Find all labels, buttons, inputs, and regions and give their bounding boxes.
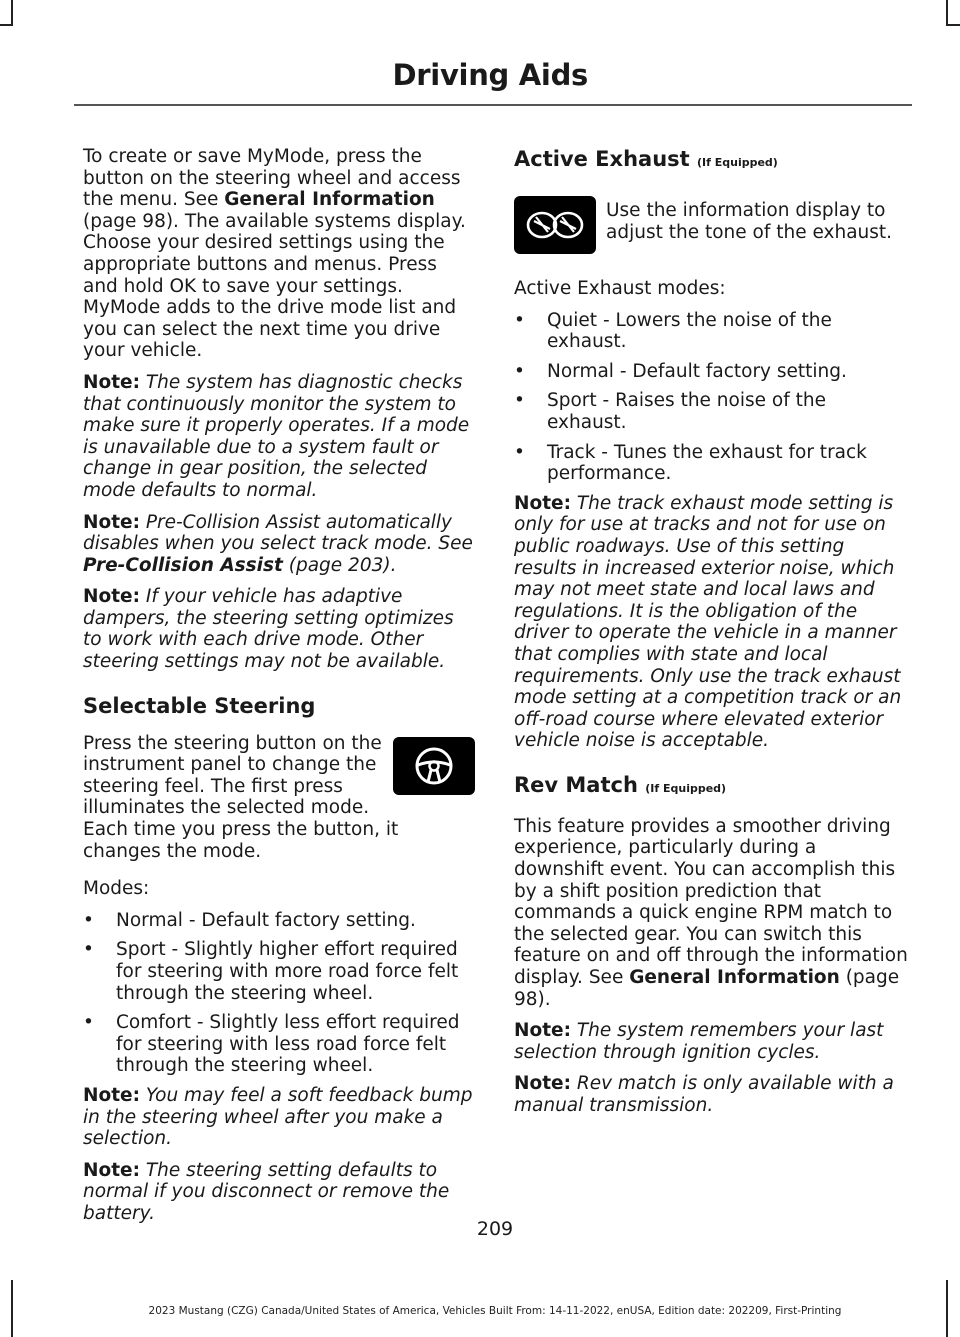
list-item: • Sport - Slightly higher effort required for steering with more road force felt through the steering wheel. [83, 939, 475, 1004]
note-diagnostic: Note: The system has diagnostic checks that continuously monitor the system to make sure it properly operates. If a mode is unavailable due to a system fault or change in gear position, the selected mode defaults to normal. [83, 371, 470, 501]
list-item: • Normal - Default factory setting. [514, 361, 908, 383]
active-exhaust-heading: Active Exhaust (If Equipped) [514, 147, 778, 171]
header-divider [74, 104, 912, 106]
modes-label: Modes: [83, 878, 150, 900]
exhaust-section [514, 192, 908, 258]
left-column [83, 146, 475, 1235]
intro-paragraph: To create or save MyMode, press the button on the steering wheel and access the menu. See General Information (page 98). The available systems display. Choose your desired settings using the appropriate buttons and menus. Press and hold OK to save your settings. MyMode adds to the drive mode list and you can select the next time you drive your vehicle. [83, 146, 466, 362]
rev-match-description: This feature provides a smoother driving experience, particularly during a downshift event. You can accomplish this by a shift position prediction that commands a quick engine RPM match to the selected gear. You can switch this feature on and off through the information display. See General Information (page 98). [514, 815, 908, 1010]
crop-mark [946, 0, 948, 26]
steering-modes-list [83, 910, 475, 1077]
steering-section [83, 733, 475, 863]
rev-match-heading: Rev Match (If Equipped) [514, 772, 727, 797]
note-adaptive-dampers: Note: If your vehicle has adaptive dampers, the steering setting optimizes to work with each drive mode. Other steering settings may not be available. [83, 586, 454, 673]
list-item: • Normal - Default factory setting. [83, 910, 475, 932]
note-pre-collision: Note: Pre-Collision Assist automatically disables when you select track mode. See Pre-Collision Assist (page 203). [83, 511, 473, 576]
note-manual-transmission: Note: Rev match is only available with a manual transmission. [514, 1073, 894, 1116]
list-item: • Comfort - Slightly less effort required for steering with less road force felt through the steering wheel. [83, 1012, 475, 1077]
crop-mark [946, 24, 960, 26]
list-item: • Track - Tunes the exhaust for track performance. [514, 442, 908, 485]
pre-collision-assist-link[interactable]: Pre-Collision Assist [83, 554, 283, 576]
list-item: • Sport - Raises the noise of the exhaust. [514, 390, 908, 433]
crop-mark [11, 0, 13, 26]
footer-edition-info: 2023 Mustang (CZG) Canada/United States of America, Vehicles Built From: 14-11-2022, enUSA, Edition date: 202209, First-Printing [148, 1305, 842, 1317]
note-track-exhaust: Note: The track exhaust mode setting is only for use at tracks and not for use on public roadways. Use of this setting results in increased exterior noise, which may not meet state and local laws and regulations. It is the obligation of the driver to operate the vehicle in a manner that complies with state and local requirements. Only use the track exhaust mode setting at a competition track or an off-road course where elevated exterior vehicle noise is acceptable. [514, 492, 902, 752]
page-title: Driving Aids [392, 58, 588, 92]
crop-mark [0, 24, 12, 26]
page-number: 209 [476, 1218, 514, 1240]
note-steering-default: Note: The steering setting defaults to normal if you disconnect or remove the battery. [83, 1159, 450, 1224]
list-item: • Quiet - Lowers the noise of the exhaust. [514, 310, 908, 353]
right-column [514, 146, 908, 1127]
steering-description: Press the steering button on the instrument panel to change the steering feel. The first press illuminates the selected mode. Each time you press the button, it changes the mode. [83, 732, 399, 862]
note-remembers-selection: Note: The system remembers your last selection through ignition cycles. [514, 1020, 884, 1063]
selectable-steering-heading: Selectable Steering [83, 693, 316, 718]
steering-wheel-icon [393, 737, 475, 795]
exhaust-description: Use the information display to adjust the tone of the exhaust. [606, 200, 893, 243]
exhaust-pipes-icon [514, 196, 596, 254]
note-feedback-bump: Note: You may feel a soft feedback bump in the steering wheel after you make a selection. [83, 1084, 473, 1150]
exhaust-modes-label: Active Exhaust modes: [514, 278, 726, 299]
general-information-link[interactable]: General Information [629, 967, 840, 989]
general-information-link[interactable]: General Information [224, 189, 435, 211]
exhaust-modes-list [514, 310, 908, 485]
